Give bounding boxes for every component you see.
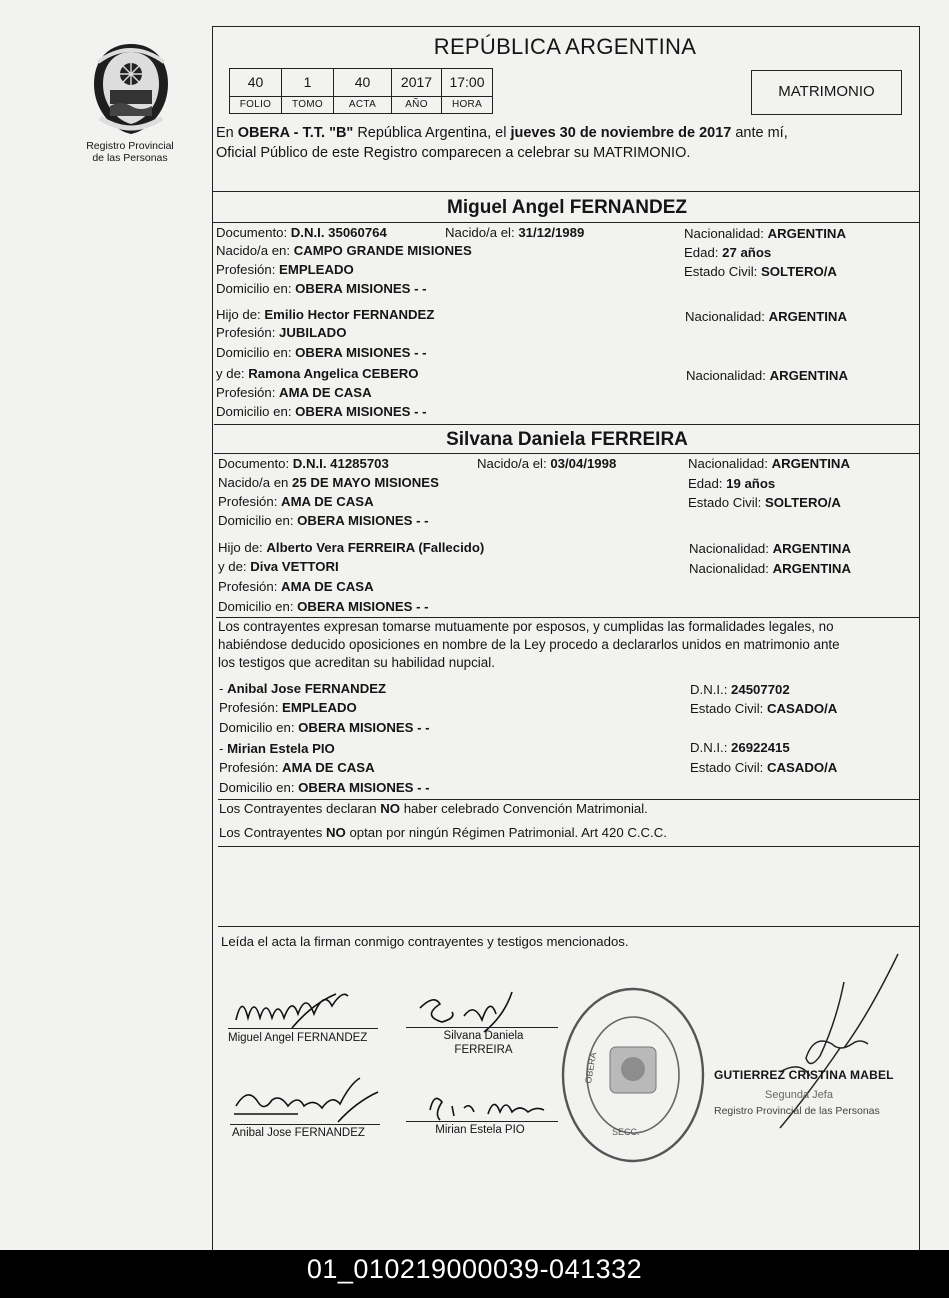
officer-role: Segunda Jefa bbox=[765, 1089, 833, 1101]
groom-document: Documento: D.N.I. 35060764 bbox=[216, 225, 387, 240]
hour-value: 17:00 bbox=[449, 74, 485, 90]
bride-birth-place: Nacido/a en 25 DE MAYO MISIONES bbox=[218, 475, 439, 490]
intro-line-1: En OBERA - T.T. "B" República Argentina, el jueves 30 de noviembre de 2017 ante mí, bbox=[216, 125, 788, 141]
bride-birth-date: Nacido/a el: 03/04/1998 bbox=[477, 456, 617, 471]
bride-profession: Profesión: AMA DE CASA bbox=[218, 494, 374, 509]
witness-2-civil-status: Estado Civil: CASADO/A bbox=[690, 760, 838, 775]
witness-2-profession: Profesión: AMA DE CASA bbox=[219, 760, 375, 775]
folio-label: FOLIO bbox=[239, 99, 272, 110]
witness-1-signature-label: Anibal Jose FERNANDEZ bbox=[232, 1127, 365, 1139]
intro-line-2: Oficial Público de este Registro comparecen a celebrar su MATRIMONIO. bbox=[216, 145, 691, 161]
bride-father: Hijo de: Alberto Vera FERREIRA (Fallecido) bbox=[218, 540, 485, 555]
bride-mother-profession: Profesión: AMA DE CASA bbox=[218, 579, 374, 594]
bride-age: Edad: 19 años bbox=[688, 476, 776, 491]
groom-birth-date: Nacido/a el: 31/12/1989 bbox=[445, 225, 585, 240]
bride-domicile: Domicilio en: OBERA MISIONES - - bbox=[218, 513, 429, 528]
witness-2-domicile: Domicilio en: OBERA MISIONES - - bbox=[219, 780, 430, 795]
groom-signature-label: Miguel Angel FERNANDEZ bbox=[228, 1032, 368, 1044]
groom-profession: Profesión: EMPLEADO bbox=[216, 262, 354, 277]
groom-civil-status: Estado Civil: SOLTERO/A bbox=[684, 264, 837, 279]
groom-mother-domicile: Domicilio en: OBERA MISIONES - - bbox=[216, 404, 427, 419]
certificate-type: MATRIMONIO bbox=[778, 83, 875, 100]
groom-domicile: Domicilio en: OBERA MISIONES - - bbox=[216, 281, 427, 296]
convention-statement: Los Contrayentes declaran NO haber celebrado Convención Matrimonial. bbox=[219, 801, 648, 816]
witness-2-name: - Mirian Estela PIO bbox=[219, 741, 335, 756]
groom-father-profession: Profesión: JUBILADO bbox=[216, 325, 347, 340]
tomo-value: 1 bbox=[303, 74, 312, 90]
groom-mother-nationality: Nacionalidad: ARGENTINA bbox=[686, 368, 848, 383]
witness-1-civil-status: Estado Civil: CASADO/A bbox=[690, 701, 838, 716]
groom-name: Miguel Angel FERNANDEZ bbox=[447, 197, 687, 218]
groom-signature-mark bbox=[232, 984, 362, 1034]
bride-father-nationality: Nacionalidad: ARGENTINA bbox=[689, 541, 851, 556]
witness-2-signature-mark bbox=[424, 1086, 554, 1126]
witness-1-domicile: Domicilio en: OBERA MISIONES - - bbox=[219, 720, 430, 735]
groom-age: Edad: 27 años bbox=[684, 245, 772, 260]
registry-name-line2: de las Personas bbox=[92, 152, 168, 164]
witness-1-profession: Profesión: EMPLEADO bbox=[219, 700, 357, 715]
bride-name: Silvana Daniela FERREIRA bbox=[446, 429, 688, 450]
witness-2-signature-label: Mirian Estela PIO bbox=[435, 1124, 525, 1136]
stamp-inner-2: SECC. bbox=[612, 1127, 640, 1137]
witness-1-dni: D.N.I.: 24507702 bbox=[690, 682, 790, 697]
witness-1-name: - Anibal Jose FERNANDEZ bbox=[219, 681, 387, 696]
declaration-line-2: habiéndose deducido oposiciones en nombre de la Ley procedo a declararlos unidos en matrimonio ante bbox=[218, 637, 840, 652]
officer-organization: Registro Provincial de las Personas bbox=[714, 1105, 880, 1117]
bride-nationality: Nacionalidad: ARGENTINA bbox=[688, 456, 850, 471]
bride-mother-domicile: Domicilio en: OBERA MISIONES - - bbox=[218, 599, 429, 614]
year-label: AÑO bbox=[405, 99, 428, 110]
regime-statement: Los Contrayentes NO optan por ningún Régimen Patrimonial. Art 420 C.C.C. bbox=[219, 825, 667, 840]
document-title: REPÚBLICA ARGENTINA bbox=[433, 34, 697, 59]
acta-value: 40 bbox=[354, 74, 371, 90]
bride-signature-label-2: FERREIRA bbox=[454, 1044, 513, 1056]
folio-value: 40 bbox=[247, 74, 264, 90]
tomo-label: TOMO bbox=[291, 99, 323, 110]
declaration-line-1: Los contrayentes expresan tomarse mutuamente por esposos, y cumplidas las formalidades legales, no bbox=[218, 619, 834, 634]
officer-name: GUTIERREZ CRISTINA MABEL bbox=[714, 1068, 894, 1082]
bride-mother: y de: Diva VETTORI bbox=[218, 559, 339, 574]
document-code: 01_010219000039-041332 bbox=[306, 1254, 643, 1284]
bride-civil-status: Estado Civil: SOLTERO/A bbox=[688, 495, 841, 510]
hour-label: HORA bbox=[451, 99, 483, 110]
groom-birth-place: Nacido/a en: CAMPO GRANDE MISIONES bbox=[216, 243, 472, 258]
witness-2-dni: D.N.I.: 26922415 bbox=[690, 740, 790, 755]
bride-mother-nationality: Nacionalidad: ARGENTINA bbox=[689, 561, 851, 576]
registry-name-line1: Registro Provincial bbox=[86, 140, 174, 152]
closing-statement: Leída el acta la firman conmigo contrayentes y testigos mencionados. bbox=[221, 934, 629, 949]
declaration-line-3: los testigos que acreditan su habilidad nupcial. bbox=[218, 655, 495, 670]
year-value: 2017 bbox=[400, 74, 433, 90]
bride-signature-label-1: Silvana Daniela bbox=[443, 1030, 524, 1042]
groom-mother: y de: Ramona Angelica CEBERO bbox=[216, 366, 419, 381]
groom-nationality: Nacionalidad: ARGENTINA bbox=[684, 226, 846, 241]
witness-1-signature-mark bbox=[228, 1072, 388, 1128]
stamp-inner-1: OBERA bbox=[582, 1051, 599, 1085]
groom-mother-profession: Profesión: AMA DE CASA bbox=[216, 385, 372, 400]
registry-logo bbox=[86, 40, 176, 136]
acta-label: ACTA bbox=[348, 99, 377, 110]
bride-document: Documento: D.N.I. 41285703 bbox=[218, 456, 389, 471]
groom-father: Hijo de: Emilio Hector FERNANDEZ bbox=[216, 307, 435, 322]
groom-father-domicile: Domicilio en: OBERA MISIONES - - bbox=[216, 345, 427, 360]
groom-father-nationality: Nacionalidad: ARGENTINA bbox=[685, 309, 847, 324]
